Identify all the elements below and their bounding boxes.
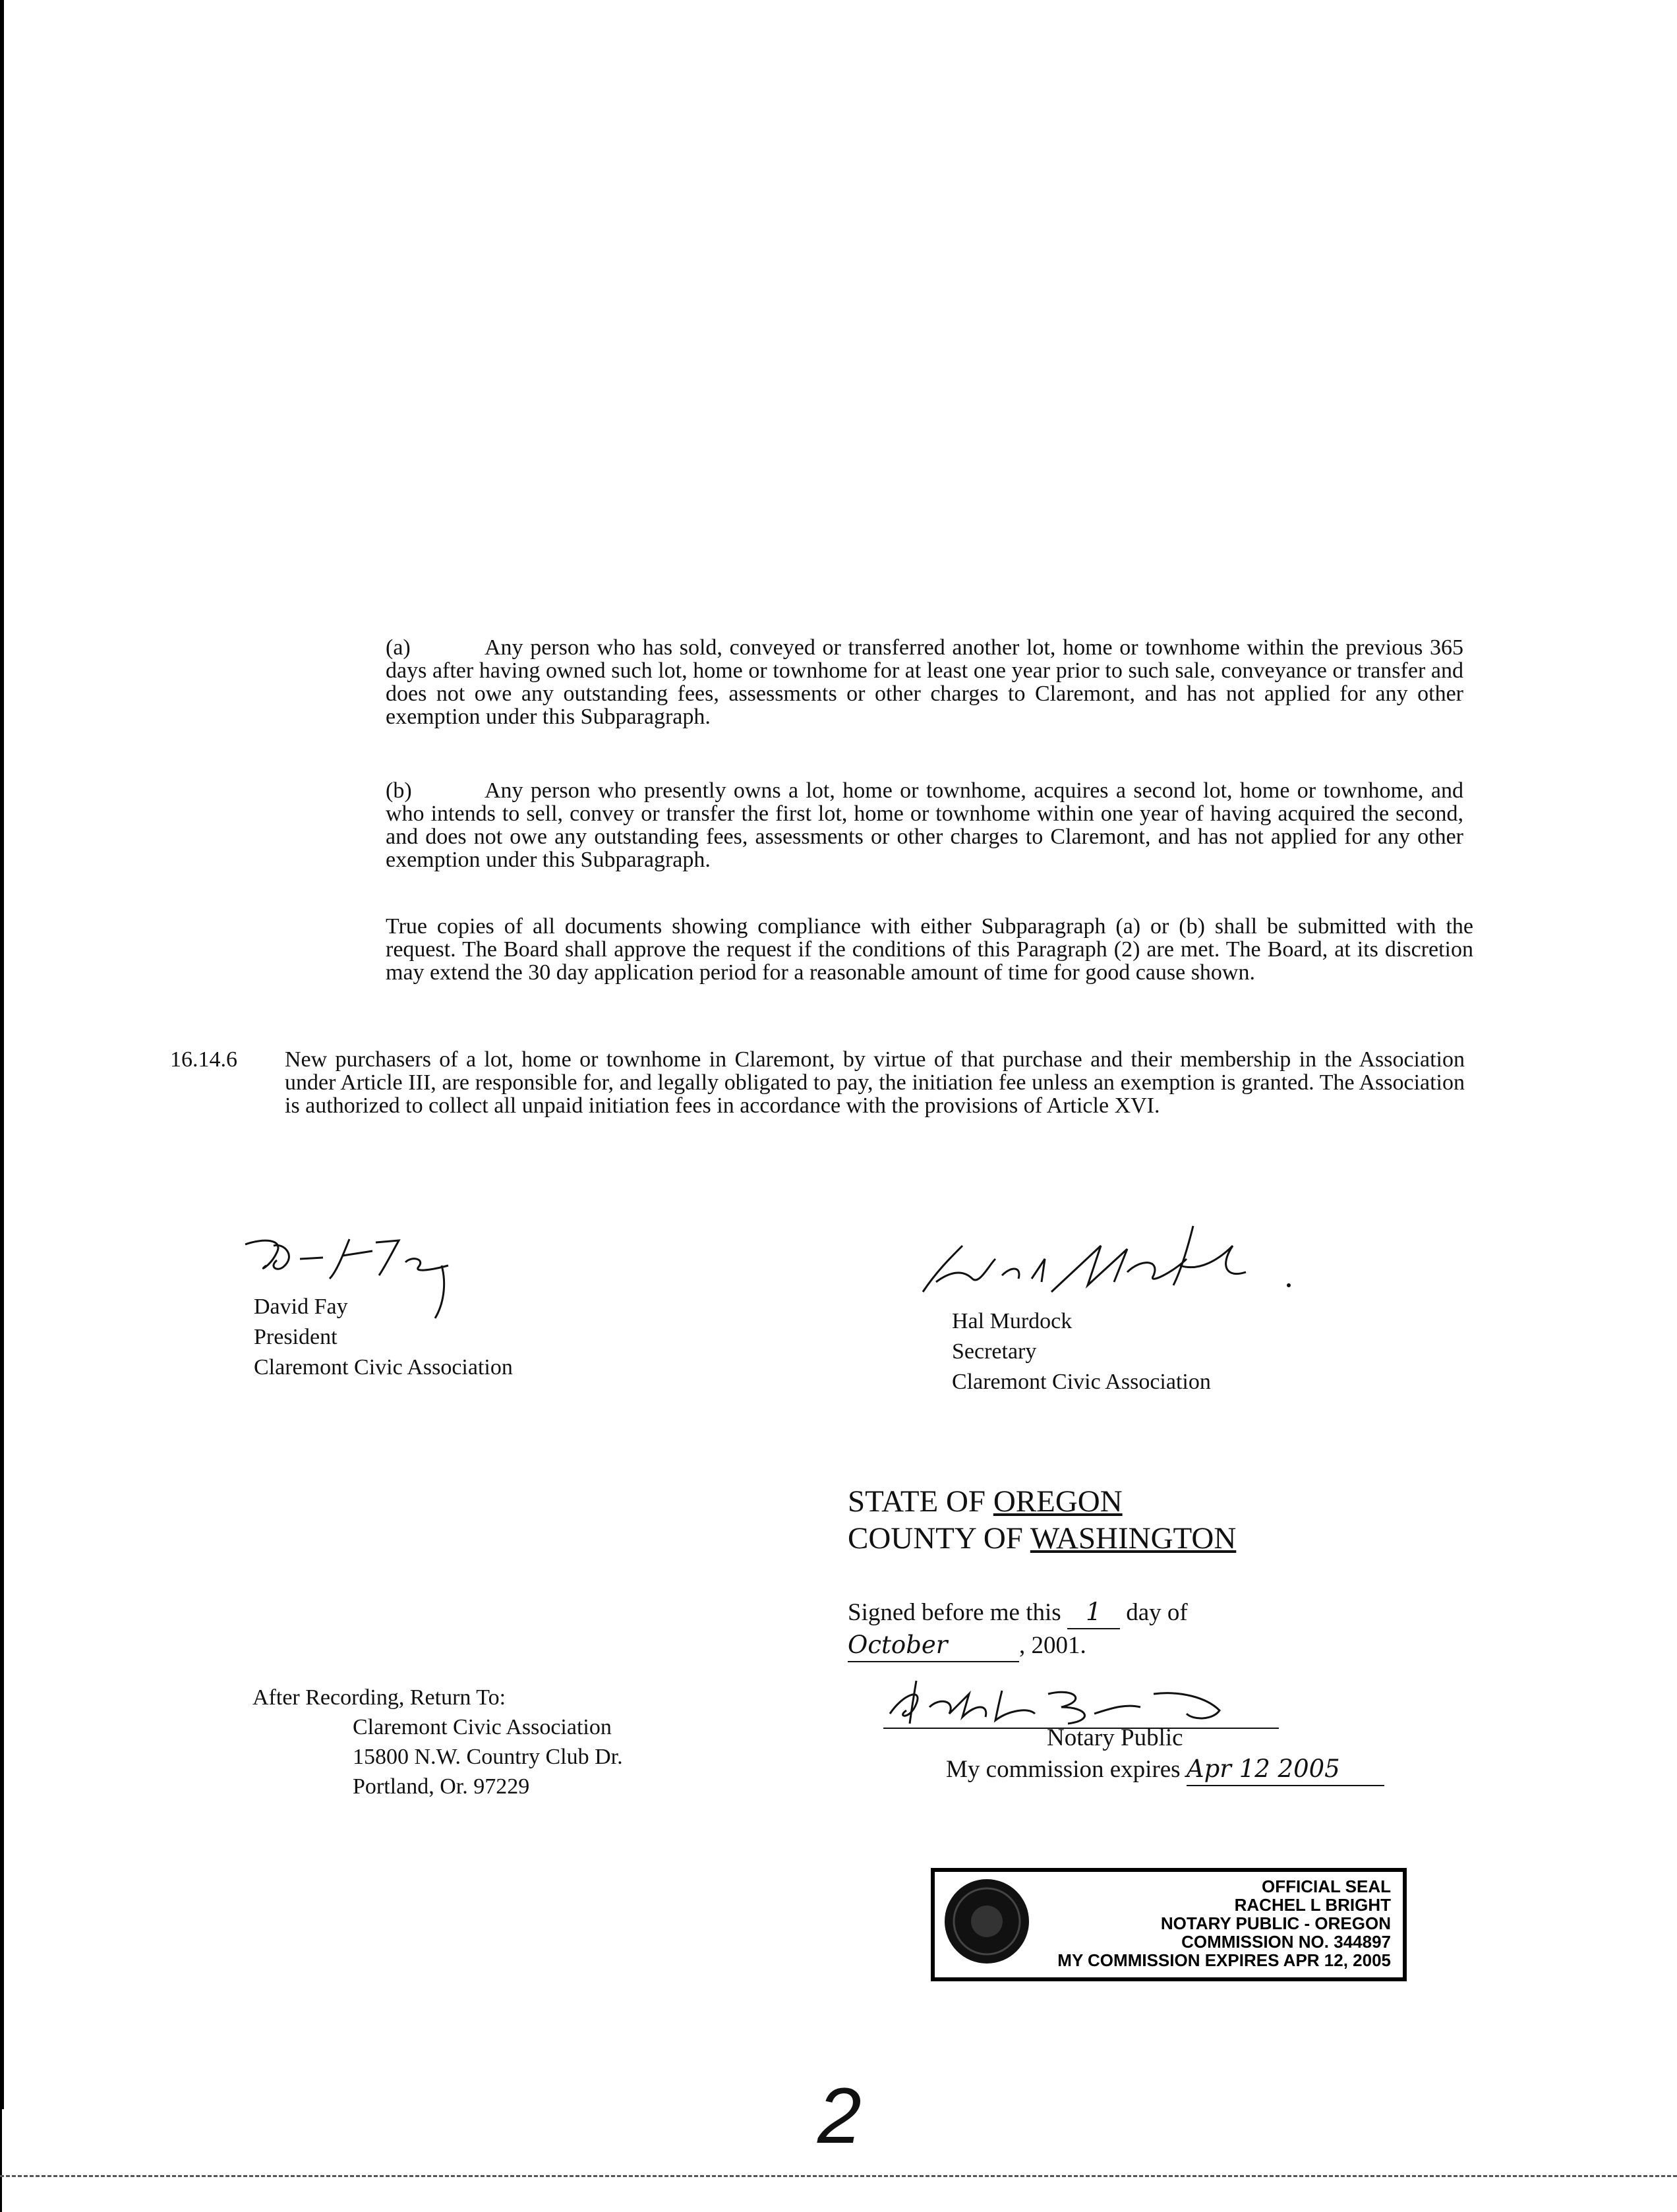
day-of-label: day of — [1126, 1599, 1188, 1626]
signed-date-line — [848, 1629, 1188, 1662]
seal-line-4: COMMISSION NO. 344897 — [1181, 1932, 1391, 1952]
left-margin-rule-lower — [0, 2109, 2, 2212]
return-address-block — [252, 1683, 623, 1801]
official-seal-stamp — [931, 1868, 1407, 1981]
subparagraph-a-label: (a) — [386, 635, 411, 660]
signed-month: October — [848, 1629, 1019, 1662]
left-signatory-block — [254, 1292, 513, 1383]
signed-before-label: Signed before me this — [848, 1599, 1061, 1626]
county-line — [848, 1520, 1236, 1557]
bottom-rule — [0, 2175, 1677, 2177]
hal-murdock-signature — [910, 1219, 1305, 1312]
state-value: OREGON — [993, 1484, 1123, 1519]
section-16-14-6-text: New purchasers of a lot, home or townhome in Claremont, by virtue of that purchase and their membership in the Association under Article III, are responsible for, and legally obligated to pay, the initiation fee unless an exemption is granted. The Association is authorized to collect all unpaid initiation fees in accordance with the provisions of Article XVI. — [285, 1047, 1465, 1118]
seal-emblem-icon — [943, 1877, 1032, 1966]
signed-year: , 2001. — [1019, 1632, 1086, 1659]
notary-venue — [848, 1483, 1236, 1557]
seal-line-2: RACHEL L BRIGHT — [1234, 1895, 1391, 1915]
county-label: COUNTY OF — [848, 1521, 1023, 1556]
subparagraph-b — [386, 779, 1463, 871]
right-signatory-title: Secretary — [952, 1339, 1037, 1364]
compliance-paragraph — [386, 915, 1473, 984]
subparagraph-b-label: (b) — [386, 778, 412, 803]
right-signatory-name: Hal Murdock — [952, 1309, 1073, 1333]
subparagraph-a-text: Any person who has sold, conveyed or transferred another lot, home or townhome within the previous 365 days after having owned such lot, home or townhome for at least one year prior to such sale, conveyance or transfer and does not owe any outstanding fees, assessments or other charges to Claremont, and has not applied for any other exemption under this Subparagraph. — [386, 635, 1463, 729]
seal-text — [1057, 1877, 1391, 1969]
page-number: 2 — [817, 2072, 862, 2160]
notary-role: Notary Public — [1047, 1724, 1183, 1751]
return-line-street: 15800 N.W. Country Club Dr. — [353, 1745, 623, 1769]
signed-day: 1 — [1067, 1596, 1120, 1629]
state-label: STATE OF — [848, 1484, 986, 1519]
left-margin-rule — [0, 0, 4, 2109]
seal-line-1: OFFICIAL SEAL — [1262, 1877, 1391, 1896]
return-heading: After Recording, Return To: — [252, 1685, 506, 1710]
subparagraph-b-text: Any person who presently owns a lot, home or townhome, acquires a second lot, home or townhome, and who intends to sell, convey or transfer the first lot, home or townhome within one year of having acquired the second, and does not owe any outstanding fees, assessments or other charges to Claremont, and has not applied for any other exemption under this Subparagraph. — [386, 778, 1463, 872]
seal-line-3: NOTARY PUBLIC - OREGON — [1160, 1913, 1391, 1933]
right-signatory-org: Claremont Civic Association — [952, 1370, 1211, 1394]
commission-expires-line — [946, 1753, 1384, 1786]
commission-expires-value: Apr 12 2005 — [1187, 1753, 1384, 1786]
left-signatory-org: Claremont Civic Association — [254, 1355, 513, 1380]
section-16-14-6-number: 16.14.6 — [170, 1047, 237, 1072]
state-line — [848, 1483, 1236, 1520]
left-signatory-name: David Fay — [254, 1295, 348, 1319]
right-signatory-block — [952, 1306, 1211, 1397]
commission-expires-label: My commission expires — [946, 1756, 1181, 1783]
seal-line-5: MY COMMISSION EXPIRES APR 12, 2005 — [1057, 1950, 1391, 1970]
compliance-text: True copies of all documents showing compliance with either Subparagraph (a) or (b) shall be submitted with the request. The Board shall approve the request if the conditions of this Paragraph (2) are met. The Board, at its discretion may extend the 30 day application period for a reasonable amount of time for good cause shown. — [386, 914, 1473, 985]
left-signatory-title: President — [254, 1325, 338, 1349]
subparagraph-a — [386, 636, 1463, 728]
return-line-org: Claremont Civic Association — [353, 1715, 612, 1739]
county-value: WASHINGTON — [1030, 1521, 1237, 1556]
signed-before-line — [848, 1596, 1188, 1629]
notary-acknowledgment — [848, 1596, 1188, 1662]
return-line-city: Portland, Or. 97229 — [353, 1774, 530, 1799]
